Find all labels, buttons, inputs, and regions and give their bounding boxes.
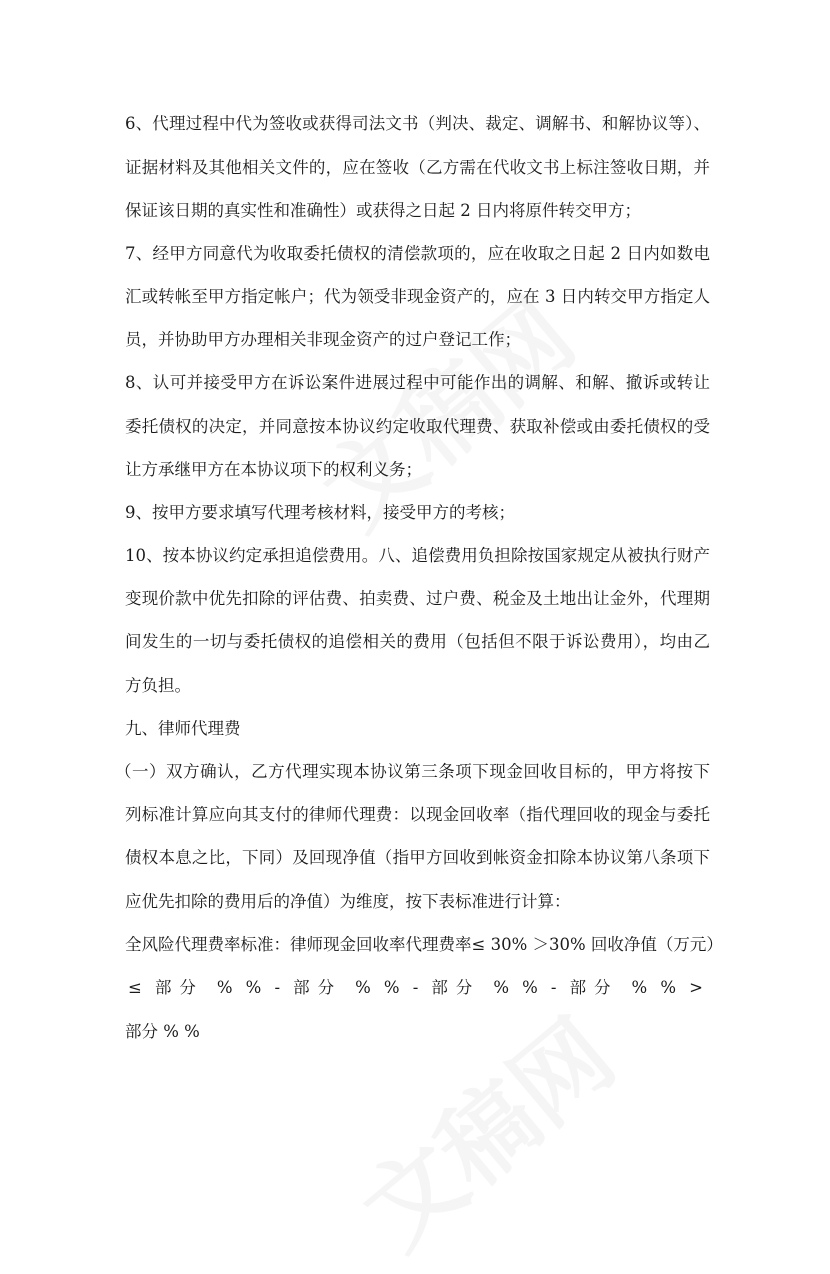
clause-6-line-1: 6、代理过程中代为签收或获得司法文书（判决、裁定、调解书、和解协议等）、	[125, 114, 710, 133]
clause-10-line-4: 方负担。	[125, 676, 191, 695]
clause-7-line-1: 7、经甲方同意代为收取委托债权的清偿款项的，应在收取之日起 2 日内如数电	[125, 244, 710, 263]
clause-7-line-2: 汇或转帐至甲方指定帐户；代为领受非现金资产的，应在 3 日内转交甲方指定人	[125, 287, 710, 306]
clause-10-line-3: 间发生的一切与委托债权的追偿相关的费用（包括但不限于诉讼费用），均由乙	[125, 632, 710, 651]
section-9-heading: 九、律师代理费	[125, 719, 241, 738]
section-9-para-line-3: 债权本息之比，下同）及回现净值（指甲方回收到帐资金扣除本协议第八条项下	[125, 848, 710, 867]
clause-7-line-3: 员，并协助甲方办理相关非现金资产的过户登记工作；	[125, 330, 521, 349]
clause-10-line-2: 变现价款中优先扣除的评估费、拍卖费、过户费、税金及土地出让金外，代理期	[125, 589, 710, 608]
section-9-para-line-4: 应优先扣除的费用后的净值）为维度，按下表标准进行计算：	[125, 892, 571, 911]
section-9-para-line-2: 列标准计算应向其支付的律师代理费：以现金回收率（指代理回收的现金与委托	[125, 805, 710, 824]
clause-9-line: 9、按甲方要求填写代理考核材料，接受甲方的考核；	[125, 503, 515, 522]
clause-8-line-3: 让方承继甲方在本协议项下的权利义务；	[125, 460, 422, 479]
section-9-para-line-1: （一）双方确认，乙方代理实现本协议第三条项下现金回收目标的，甲方将按下	[115, 762, 710, 781]
fee-table-line-3: 部分 % %	[125, 1022, 200, 1041]
clause-6-line-3: 保证该日期的真实性和准确性）或获得之日起 2 日内将原件转交甲方；	[125, 201, 641, 220]
fee-table-line-2: ≤ 部分 % % - 部分 % % - 部分 % % - 部分 % % >	[128, 978, 703, 997]
clause-8-line-1: 8、认可并接受甲方在诉讼案件进展过程中可能作出的调解、和解、撤诉或转让	[125, 373, 710, 392]
clause-8-line-2: 委托债权的决定，并同意按本协议约定收取代理费、获取补偿或由委托债权的受	[125, 417, 710, 436]
fee-table-line-1: 全风险代理费率标准：律师现金回收率代理费率≤ 30% ＞30% 回收净值（万元）	[125, 935, 723, 954]
clause-6-line-2: 证据材料及其他相关文件的，应在签收（乙方需在代收文书上标注签收日期，并	[125, 158, 710, 177]
clause-10-line-1: 10、按本协议约定承担追偿费用。八、追偿费用负担除按国家规定从被执行财产	[125, 546, 710, 565]
